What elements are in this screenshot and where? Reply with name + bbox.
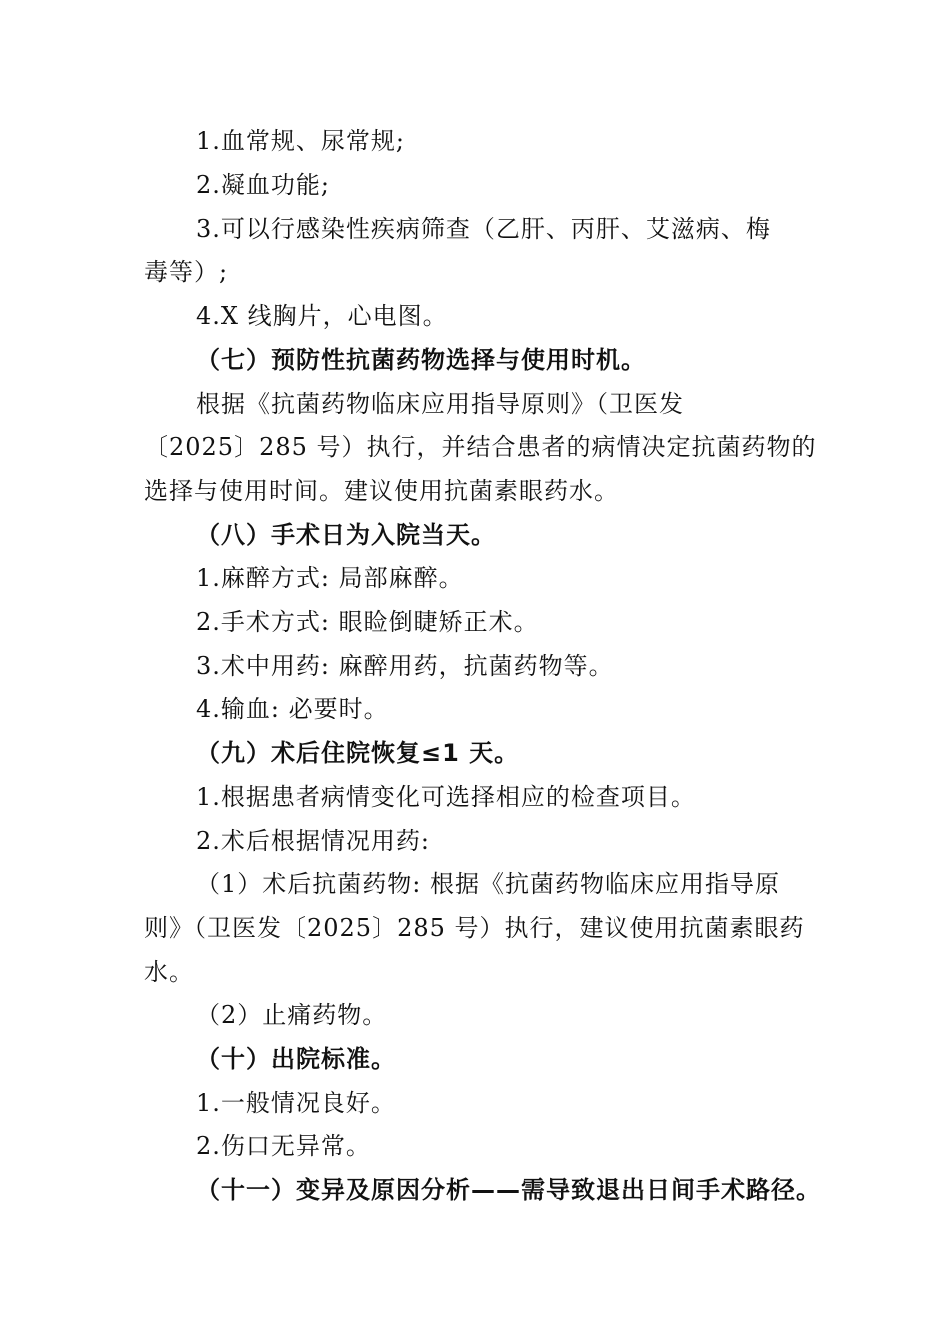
recovery-item-1: 1.根据患者病情变化可选择相应的检查项目。 (196, 783, 696, 811)
exam-item-3: 3.可以行感染性疾病筛查（乙肝、丙肝、艾滋病、梅 (196, 215, 771, 243)
discharge-item-1: 1.一般情况良好。 (196, 1089, 396, 1117)
paragraph-line: 根据《抗菌药物临床应用指导原则》（卫医发 (196, 390, 684, 418)
recovery-subitem-1: （1）术后抗菌药物: 根据《抗菌药物临床应用指导原 (196, 870, 780, 898)
exam-item-1: 1.血常规、尿常规; (196, 127, 405, 155)
section-heading-10: （十）出院标准。 (196, 1045, 396, 1073)
surgery-item-3: 3.术中用药: 麻醉用药，抗菌药物等。 (196, 652, 614, 680)
recovery-subitem-2: （2）止痛药物。 (196, 1001, 388, 1029)
exam-item-4: 4.X 线胸片，心电图。 (196, 302, 448, 330)
recovery-item-2: 2.术后根据情况用药: (196, 827, 430, 855)
paragraph-line: 〔2025〕285 号）执行，并结合患者的病情决定抗菌药物的 (144, 433, 817, 461)
exam-item-2: 2.凝血功能; (196, 171, 330, 199)
discharge-item-2: 2.伤口无异常。 (196, 1132, 371, 1160)
paragraph-line: 选择与使用时间。建议使用抗菌素眼药水。 (144, 477, 619, 505)
surgery-item-2: 2.手术方式: 眼睑倒睫矫正术。 (196, 608, 539, 636)
surgery-item-1: 1.麻醉方式: 局部麻醉。 (196, 564, 464, 592)
recovery-subitem-1-cont: 水。 (144, 958, 194, 986)
section-heading-7: （七）预防性抗菌药物选择与使用时机。 (196, 346, 646, 374)
exam-item-3-cont: 毒等）; (144, 258, 229, 286)
surgery-item-4: 4.输血: 必要时。 (196, 695, 389, 723)
section-heading-8: （八）手术日为入院当天。 (196, 521, 496, 549)
section-heading-11: （十一）变异及原因分析——需导致退出日间手术路径。 (196, 1176, 821, 1204)
section-heading-9: （九）术后住院恢复≤1 天。 (196, 739, 520, 767)
recovery-subitem-1-cont: 则》（卫医发〔2025〕285 号）执行，建议使用抗菌素眼药 (144, 914, 805, 942)
